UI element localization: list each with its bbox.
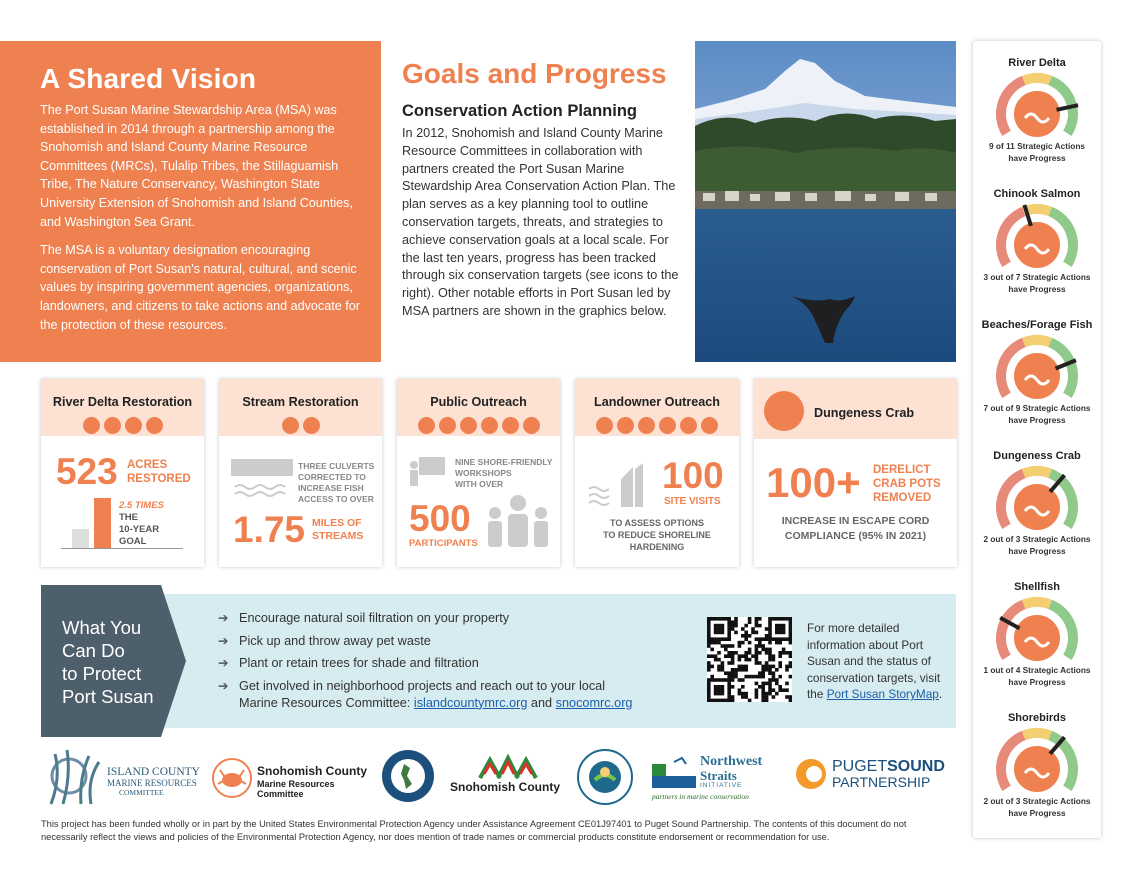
island-county-mrc-link[interactable]: islandcountymrc.org [413,695,528,710]
escape-cord-text-1: INCREASE IN ESCAPE CORD [781,515,930,527]
gauge-river-delta [973,41,1101,164]
culvert-icon [231,459,293,504]
crab-icon [764,391,804,431]
northwest-straits-logo [650,748,790,806]
crab-pots-number: 100+ [766,459,861,506]
bar-chart-baseline [61,548,183,549]
forage-fish-icon [439,417,456,434]
action-item: ➔ Plant or retain trees for shade and filtration [218,656,479,671]
conservation-target-gauges [973,41,1101,838]
title-line-3: to Protect [62,663,142,684]
crab-pots-unit-2: CRAB POTS [873,478,941,490]
card-title: Public Outreach [430,395,527,409]
ns-text-4: partners in marine conservation [652,792,749,801]
crab-icon [212,756,252,798]
gauge-title: Dungeness Crab [993,450,1081,462]
card-public-outreach [397,379,560,567]
shellfish-icon [460,417,477,434]
shared-vision-panel [0,41,381,362]
card-icons [397,417,560,434]
river-delta-icon [991,72,1083,138]
gauge-caption-2: have Progress [1008,415,1066,425]
crab-icon [991,465,1083,531]
gauge-center [1013,352,1061,400]
salmon-icon [481,417,498,434]
river-delta-icon [83,417,100,434]
shared-vision-paragraph-2: The MSA is a voluntary designation encouraging conservation of Port Susan's natural, cultural, and scenic values by inspiring government agencies, organizations, landowners, and citizens to take actions and advocate for the protection of these resources. [40,243,360,332]
gauge-caption-2: have Progress [1008,808,1066,818]
shorebird-icon [523,417,540,434]
epa-seal-icon [575,748,635,806]
gauge-band [1024,733,1051,736]
gauge-beaches-forage-fish [973,303,1101,426]
card-dungeness-crab [754,379,957,567]
qr-code[interactable] [707,617,792,702]
miles-unit-1: MILES OF [312,517,362,529]
puget-sound-partnership-logo [795,748,950,806]
gauge-shellfish [973,565,1101,688]
salmon-icon [659,417,676,434]
miles-unit-2: STREAMS [312,530,364,542]
action-list [218,610,688,717]
arrow-right-icon: ➔ [218,678,229,693]
sno-logo-text-3: Committee [257,789,304,799]
card-title: Stream Restoration [242,395,359,409]
bird-icon [652,756,696,790]
card-river-delta-restoration [41,379,204,567]
workshops-text-3: WITH OVER [455,479,504,489]
ps-text-3: PARTNERSHIP [832,774,931,790]
crab-pots-unit-1: DERELICT [873,464,931,476]
snocomrc-link[interactable]: snocomrc.org [555,695,633,710]
acres-number: 523 [56,451,118,492]
arrow-right-icon: ➔ [218,656,229,671]
island-county-seal [380,748,436,806]
gauge-center [1013,221,1061,269]
salmon-icon [125,417,142,434]
the-text: THE [119,512,138,523]
gauge-shorebirds [973,696,1101,819]
gauge-band [1024,78,1051,81]
gauge-caption-1: 3 out of 7 Strategic Actions [983,272,1091,282]
people-icon [485,495,551,547]
mountains-icon [478,754,538,780]
salmon-icon [991,203,1083,269]
culverts-text-1: THREE CULVERTS [298,461,375,471]
miles-number: 1.75 [233,509,306,550]
gauge-center [1013,614,1061,662]
landowner-text-1: TO ASSESS OPTIONS [609,518,705,528]
ps-text-1: PUGET [832,758,888,775]
gauge-caption-2: have Progress [1008,677,1066,687]
shorebird-icon [701,417,718,434]
island-logo-text-1: ISLAND COUNTY [107,766,200,778]
sun-icon [795,758,827,790]
title-line-2: Can Do [62,640,125,661]
goals-title: Goals and Progress [402,58,667,89]
river-delta-icon [282,417,299,434]
island-logo-text-2: MARINE RESOURCES [107,778,197,788]
shoreline-icon [587,463,657,507]
goals-section [402,58,687,321]
epa-seal [575,748,637,806]
island-logo-text-3: COMMITTEE [119,788,164,797]
gauge-band [1024,340,1051,343]
arrow-right-icon: ➔ [218,611,229,625]
escape-cord-text-2: COMPLIANCE (95% IN 2021) [784,530,927,542]
forage-fish-icon [991,334,1083,400]
shorebird-icon [991,727,1083,793]
gauge-title: Shellfish [1014,581,1060,593]
gauge-center [1013,90,1061,138]
sno-logo-text-1: Snohomish County [257,764,367,778]
funding-disclaimer: This project has been funded wholly or in part by the United States Environmental Protection Agency under Assistance Agreement CE01J97401 to Puget Sound Partnership. The contents of this document do not necessarily reflect the views and policies of the Environmental Protection Agency, nor does mention of trade names or commercial products constitute endorsement or recommendation for use. [41,819,907,842]
ns-text-3: INITIATIVE [700,782,743,789]
shared-vision-paragraph-1: The Port Susan Marine Stewardship Area (MSA) was established in 2014 through a partnership among the Snohomish and Island County Marine Resource Committees (MRCs), Tulalip Tribes, the Stillaguamish Tribe, The Nature Conservancy, Washington State University Extension of Snohomish and Island Counties, and Washington Sea Grant. [40,103,353,229]
gauge-band [1024,471,1051,474]
what-you-can-do-title [62,616,177,708]
card-landowner-outreach [575,379,739,567]
acres-unit-2: RESTORED [127,473,191,485]
culverts-text-3: INCREASE FISH [298,483,364,493]
landowner-text-2: TO REDUCE SHORELINE [603,530,711,540]
sno-logo-text-2: Marine Resources [257,779,335,789]
shared-vision-title: A Shared Vision [40,63,257,94]
goal-text-1: 10-YEAR [119,524,160,535]
card-title: River Delta Restoration [52,395,193,409]
gauge-dungeness-crab [973,434,1101,557]
island-county-seal-icon [380,748,436,804]
card-title: Dungeness Crab [814,406,915,420]
gauge-chinook-salmon [973,172,1101,295]
seaweed-icon [41,748,103,806]
title-line-4: Port Susan [62,686,154,707]
island-county-mrc-logo [41,748,201,806]
action-item: ➔ Encourage natural soil filtration on your property [218,611,510,625]
culverts-text-2: CORRECTED TO [298,472,366,482]
crab-icon [502,417,519,434]
card-icons [219,417,382,434]
gauge-caption-1: 2 out of 3 Strategic Actions [983,796,1091,806]
shellfish-icon [991,596,1083,662]
landowner-text-3: HARDENING [629,542,685,552]
salmon-icon [303,417,320,434]
workshops-text-2: WORKSHOPS [455,468,512,478]
ns-text-1: Northwest [700,754,763,769]
gauge-caption-2: have Progress [1008,153,1066,163]
card-stream-restoration [219,379,382,567]
more-info-text: For more detailed information about Port Susan and the status of conservation targets, visit the Port Susan StoryMap. [807,621,943,702]
ns-text-2: Straits [700,768,737,783]
gauge-title: Shorebirds [1007,712,1067,724]
gauge-caption-1: 2 out of 3 Strategic Actions [983,534,1091,544]
gauge-title: River Delta [1008,57,1066,69]
river-delta-icon [418,417,435,434]
workshops-text-1: NINE SHORE-FRIENDLY [455,457,553,467]
ps-text-2: SOUND [887,758,945,775]
gauge-caption-2: have Progress [1008,284,1066,294]
goal-bar [72,529,89,548]
forage-fish-icon [617,417,634,434]
action-item: ➔ Get involved in neighborhood projects and reach out to your local Marine Resources Committee: islandcountymrc.org and snocomrc.org [218,678,633,710]
card-title: Landowner Outreach [594,395,720,409]
presenter-icon [409,457,445,487]
gauge-caption-1: 1 out of 4 Strategic Actions [983,665,1091,675]
shorebird-icon [146,417,163,434]
gauge-band [1024,602,1051,605]
card-icons [41,417,204,434]
whale-tail-photo [695,41,956,362]
participants-unit: PARTICIPANTS [409,538,478,549]
site-visits-unit: SITE VISITS [664,496,721,507]
title-line-1: What You [62,617,142,638]
gauge-title: Beaches/Forage Fish [981,319,1093,331]
times-text: 2.5 TIMES [119,500,164,511]
card-icons [575,417,739,434]
action-item: ➔ Pick up and throw away pet waste [218,633,431,648]
goals-subtitle: Conservation Action Planning [402,102,637,120]
river-delta-icon [596,417,613,434]
goals-body: In 2012, Snohomish and Island County Marine Resource Committees in collaboration with partners created the Port Susan Marine Stewardship Area Conservation Action Plan. The plan serves as a key planning tool to outline conservation targets, threats, and strategies to achieve conservation goals at a local scale. For the last ten years, progress has been tracked through six conservation targets (see icons to the right). Other notable efforts in Port Susan led by MSA partners are shown in the graphics below. [402,126,679,318]
acres-unit-1: ACRES [127,459,168,471]
shellfish-icon [104,417,121,434]
crab-icon [680,417,697,434]
crab-pots-unit-3: REMOVED [873,492,932,504]
gauge-title: Chinook Salmon [993,188,1081,200]
storymap-link[interactable]: Port Susan StoryMap [826,687,939,702]
gauge-caption-1: 7 out of 9 Strategic Actions [983,403,1091,413]
snohomish-county-text: Snohomish County [450,780,560,794]
shellfish-icon [638,417,655,434]
culverts-text-4: ACCESS TO OVER [298,494,374,504]
snohomish-mrc-logo [212,748,372,806]
gauge-caption-1: 9 of 11 Strategic Actions [988,141,1086,151]
snohomish-county-logo [450,748,565,806]
actual-bar [94,498,111,548]
participants-number: 500 [409,498,471,539]
site-visits-number: 100 [662,455,724,496]
arrow-right-icon: ➔ [218,633,229,648]
gauge-caption-2: have Progress [1008,546,1066,556]
goal-text-2: GOAL [119,536,147,547]
